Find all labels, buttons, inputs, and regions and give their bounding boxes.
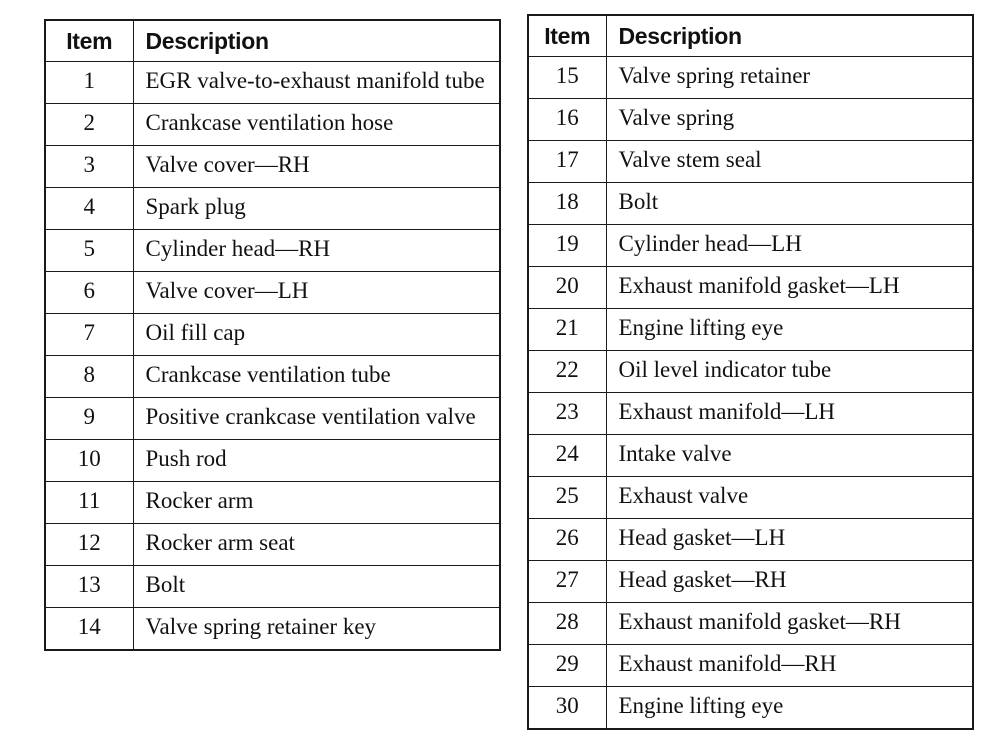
item-description: Crankcase ventilation tube (133, 356, 500, 398)
item-description: Exhaust manifold gasket—LH (606, 267, 973, 309)
item-description: Valve cover—LH (133, 272, 500, 314)
item-number: 24 (528, 435, 606, 477)
item-description: Exhaust valve (606, 477, 973, 519)
item-number: 12 (45, 524, 133, 566)
item-number: 14 (45, 608, 133, 651)
table-row (528, 645, 973, 687)
table-row (528, 99, 973, 141)
item-column-header: Item (528, 15, 606, 57)
item-description: Rocker arm (133, 482, 500, 524)
item-description: Rocker arm seat (133, 524, 500, 566)
table-row (528, 351, 973, 393)
description-column-header: Description (606, 15, 973, 57)
item-description: Valve stem seal (606, 141, 973, 183)
item-number: 21 (528, 309, 606, 351)
table-row (45, 230, 500, 272)
item-description: Exhaust manifold—RH (606, 645, 973, 687)
table-row (45, 188, 500, 230)
item-number: 26 (528, 519, 606, 561)
table-row (45, 62, 500, 104)
table-row (45, 440, 500, 482)
item-description: Positive crankcase ventilation valve (133, 398, 500, 440)
item-number: 13 (45, 566, 133, 608)
table-row (45, 104, 500, 146)
item-description: EGR valve-to-exhaust manifold tube (133, 62, 500, 104)
item-description: Valve spring retainer (606, 57, 973, 99)
table-row (528, 477, 973, 519)
table-row (528, 519, 973, 561)
table-row (45, 356, 500, 398)
table-row (528, 435, 973, 477)
item-description: Spark plug (133, 188, 500, 230)
item-number: 25 (528, 477, 606, 519)
item-number: 20 (528, 267, 606, 309)
item-column-header: Item (45, 20, 133, 62)
parts-legend-table-left (44, 19, 501, 651)
table-row (528, 309, 973, 351)
table-row (528, 141, 973, 183)
item-number: 27 (528, 561, 606, 603)
table-header-row (528, 15, 973, 57)
item-description: Cylinder head—LH (606, 225, 973, 267)
table-row (528, 393, 973, 435)
item-number: 9 (45, 398, 133, 440)
item-number: 6 (45, 272, 133, 314)
item-number: 4 (45, 188, 133, 230)
item-number: 15 (528, 57, 606, 99)
item-description: Valve spring retainer key (133, 608, 500, 651)
item-description: Intake valve (606, 435, 973, 477)
item-number: 7 (45, 314, 133, 356)
item-number: 22 (528, 351, 606, 393)
item-description: Head gasket—RH (606, 561, 973, 603)
table-row (528, 687, 973, 730)
table-row (45, 566, 500, 608)
item-description: Bolt (606, 183, 973, 225)
item-number: 17 (528, 141, 606, 183)
item-description: Engine lifting eye (606, 309, 973, 351)
description-column-header: Description (133, 20, 500, 62)
item-number: 30 (528, 687, 606, 730)
item-number: 18 (528, 183, 606, 225)
table-row (528, 225, 973, 267)
item-number: 11 (45, 482, 133, 524)
item-number: 3 (45, 146, 133, 188)
item-number: 2 (45, 104, 133, 146)
table-body (45, 62, 500, 651)
item-number: 23 (528, 393, 606, 435)
item-description: Bolt (133, 566, 500, 608)
table-row (528, 561, 973, 603)
table-row (45, 482, 500, 524)
table-row (528, 183, 973, 225)
item-description: Head gasket—LH (606, 519, 973, 561)
item-number: 5 (45, 230, 133, 272)
table-row (45, 272, 500, 314)
item-description: Crankcase ventilation hose (133, 104, 500, 146)
item-number: 16 (528, 99, 606, 141)
item-description: Valve spring (606, 99, 973, 141)
item-number: 29 (528, 645, 606, 687)
item-description: Exhaust manifold gasket—RH (606, 603, 973, 645)
table-row (528, 267, 973, 309)
parts-legend-table-right (527, 14, 974, 730)
item-description: Push rod (133, 440, 500, 482)
table-header-row (45, 20, 500, 62)
item-description: Engine lifting eye (606, 687, 973, 730)
item-number: 1 (45, 62, 133, 104)
item-description: Oil level indicator tube (606, 351, 973, 393)
table-row (45, 398, 500, 440)
item-description: Oil fill cap (133, 314, 500, 356)
table-row (45, 524, 500, 566)
table-row (45, 314, 500, 356)
item-description: Exhaust manifold—LH (606, 393, 973, 435)
item-number: 10 (45, 440, 133, 482)
item-number: 28 (528, 603, 606, 645)
item-description: Cylinder head—RH (133, 230, 500, 272)
item-number: 8 (45, 356, 133, 398)
item-number: 19 (528, 225, 606, 267)
table-row (528, 57, 973, 99)
table-body (528, 57, 973, 730)
item-description: Valve cover—RH (133, 146, 500, 188)
table-row (45, 146, 500, 188)
table-row (45, 608, 500, 651)
table-row (528, 603, 973, 645)
